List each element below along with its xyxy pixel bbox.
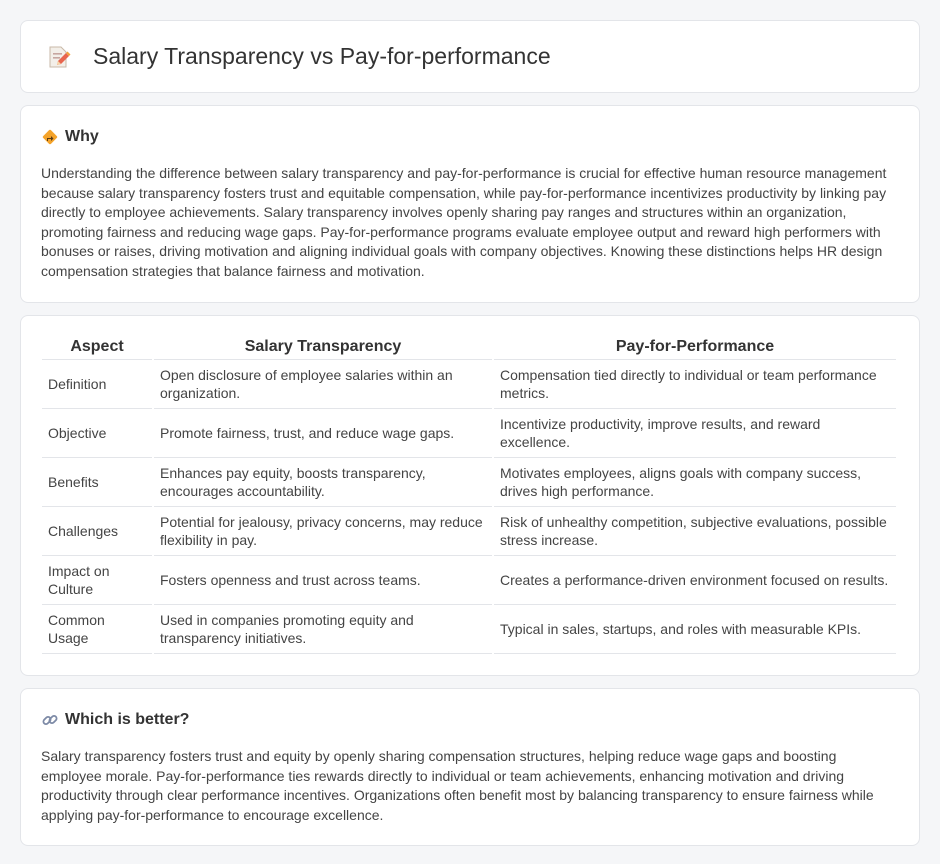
table-header-row	[42, 336, 896, 360]
header-aspect: Aspect	[42, 336, 152, 360]
table-row	[42, 507, 896, 556]
which-is-better-body: Salary transparency fosters trust and equity by openly sharing compensation structures, helping reduce wage gaps and boosting employee morale. Pay-for-performance ties rewards directly to individual or team achievements, enhancing motivation and driving productivity through clear performance incentives. Organizations often benefit most by balancing transparency to ensure fairness while applying pay-for-performance to encourage excellence.	[41, 748, 874, 823]
salary-transparency-cell: Fosters openness and trust across teams.	[154, 556, 492, 605]
salary-transparency-cell: Open disclosure of employee salaries within an organization.	[154, 360, 492, 409]
pay-for-performance-cell: Compensation tied directly to individual or team performance metrics.	[494, 360, 896, 409]
salary-transparency-cell: Used in companies promoting equity and transparency initiatives.	[154, 605, 492, 654]
table-row	[42, 556, 896, 605]
salary-transparency-cell: Enhances pay equity, boosts transparency, encourages accountability.	[154, 458, 492, 507]
pay-for-performance-cell: Incentivize productivity, improve results, and reward excellence.	[494, 409, 896, 458]
page-title: Salary Transparency vs Pay-for-performance	[93, 43, 551, 69]
aspect-cell: Objective	[42, 409, 152, 458]
table-row	[42, 605, 896, 654]
aspect-cell: Common Usage	[42, 605, 152, 654]
table-row	[42, 409, 896, 458]
aspect-cell: Benefits	[42, 458, 152, 507]
comparison-table-card	[20, 315, 920, 676]
document-pencil-icon	[45, 44, 71, 70]
which-is-better-section	[20, 688, 920, 846]
link-icon	[41, 711, 59, 729]
salary-transparency-cell: Potential for jealousy, privacy concerns, may reduce flexibility in pay.	[154, 507, 492, 556]
header-salary-transparency: Salary Transparency	[154, 336, 492, 360]
table-row	[42, 458, 896, 507]
aspect-cell: Impact on Culture	[42, 556, 152, 605]
pay-for-performance-cell: Motivates employees, aligns goals with company success, drives high performance.	[494, 458, 896, 507]
pay-for-performance-cell: Typical in sales, startups, and roles with measurable KPIs.	[494, 605, 896, 654]
pay-for-performance-cell: Risk of unhealthy competition, subjective evaluations, possible stress increase.	[494, 507, 896, 556]
pay-for-performance-cell: Creates a performance-driven environment focused on results.	[494, 556, 896, 605]
why-body: Understanding the difference between salary transparency and pay-for-performance is crucial for effective human resource management because salary transparency fosters trust and equitable compensation, while pay-for-performance incentivizes productivity by linking pay directly to employee achievements. Salary transparency involves openly sharing pay ranges and structures within an organization, promoting fairness and reducing wage gaps. Pay-for-performance programs evaluate employee output and reward high performers with bonuses or raises, driving motivation and aligning individual goals with company objectives. Knowing these distinctions helps HR design compensation strategies that balance fairness and motivation.	[41, 165, 887, 279]
header-card	[20, 20, 920, 93]
comparison-table	[40, 336, 898, 654]
diamond-sign-icon	[41, 128, 59, 146]
header-pay-for-performance: Pay-for-Performance	[494, 336, 896, 360]
salary-transparency-cell: Promote fairness, trust, and reduce wage gaps.	[154, 409, 492, 458]
aspect-cell: Challenges	[42, 507, 152, 556]
aspect-cell: Definition	[42, 360, 152, 409]
which-is-better-heading: Which is better?	[65, 711, 190, 728]
why-section	[20, 105, 920, 303]
table-row	[42, 360, 896, 409]
why-heading: Why	[65, 128, 99, 145]
